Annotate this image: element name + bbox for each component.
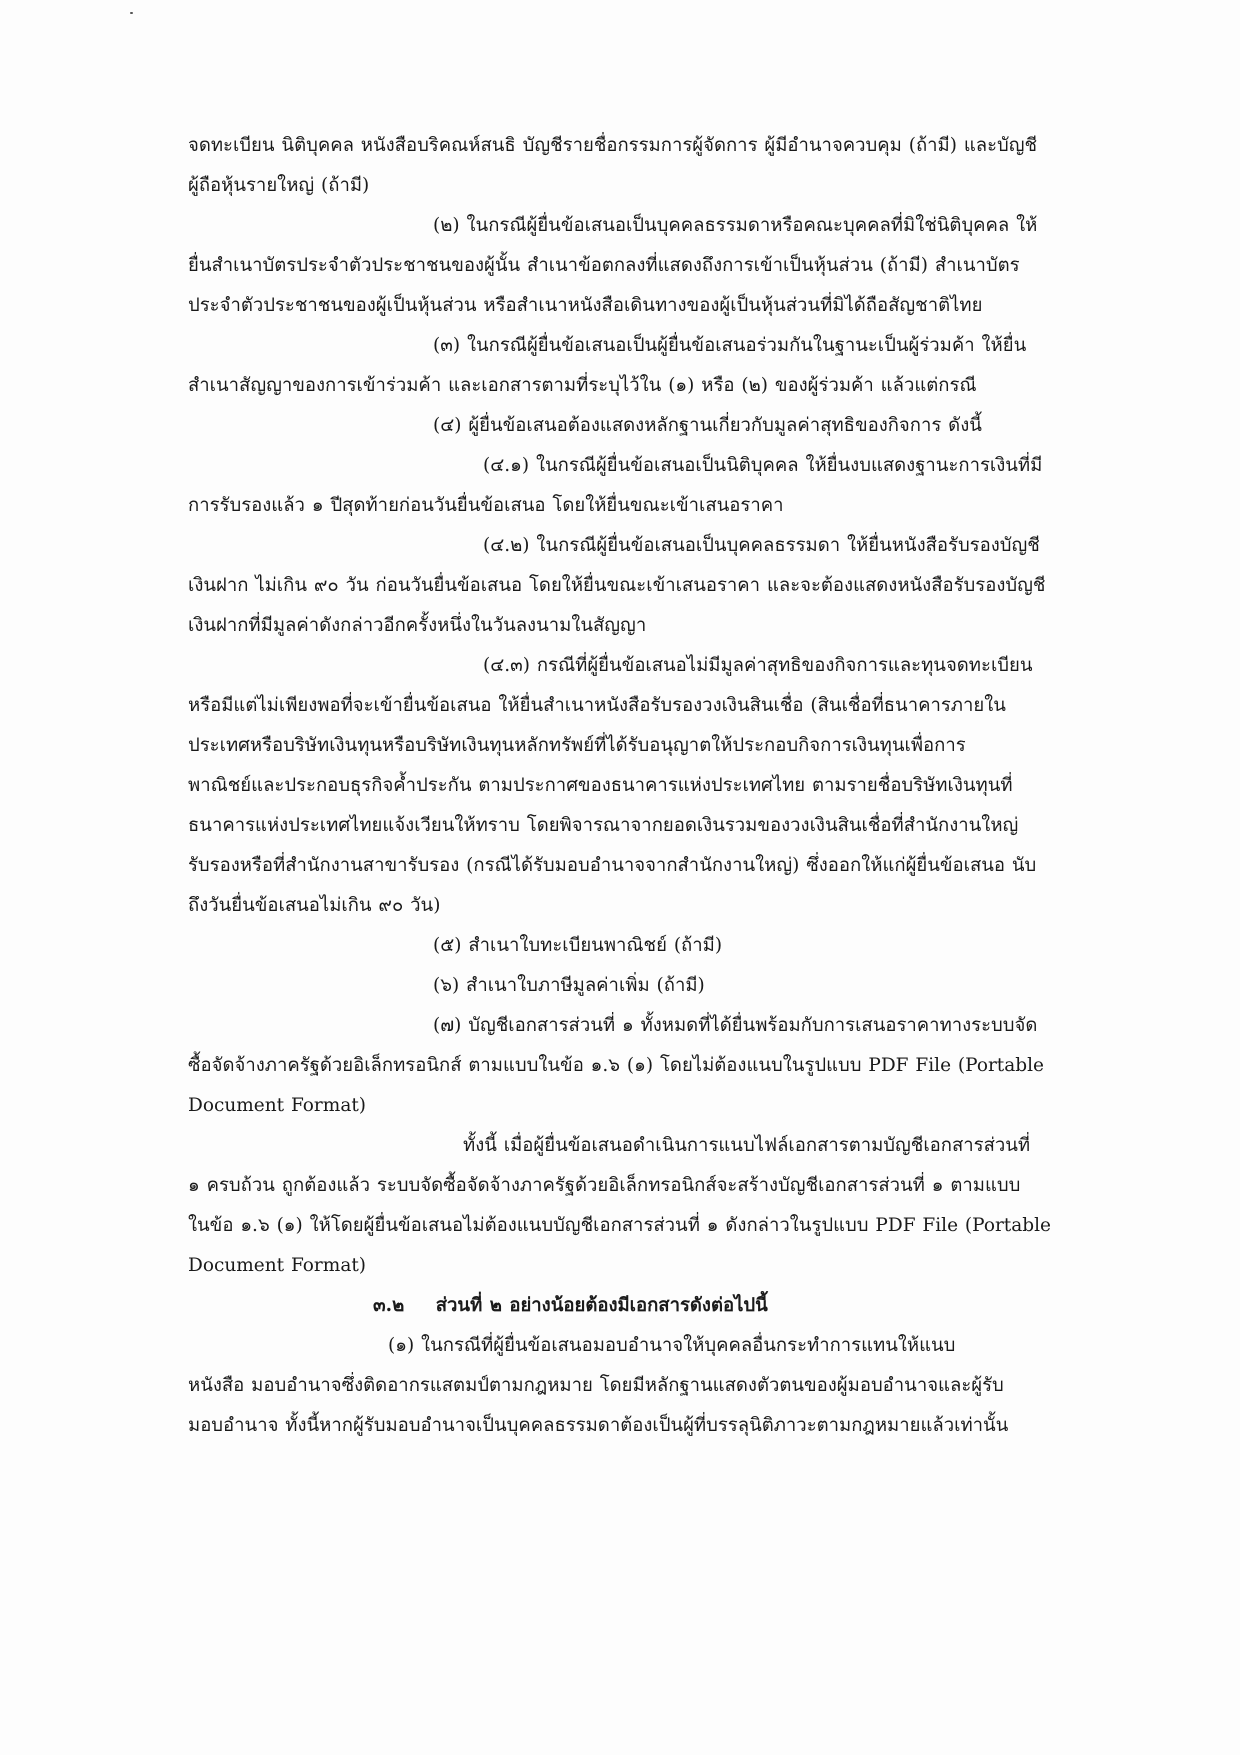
text-line: จดทะเบียน นิติบุคคล หนังสือบริคณห์สนธิ บัญชีรายชื่อกรรมการผู้จัดการ ผู้มีอำนาจควบคุม (ถ้ามี) และบัญชี — [188, 135, 1038, 156]
section-heading — [188, 1286, 1078, 1326]
text-line: เงินฝาก ไม่เกิน ๙๐ วัน ก่อนวันยื่นข้อเสนอ โดยให้ยื่นขณะเข้าเสนอราคา และจะต้องแสดงหนังสือรับรองบัญชี — [188, 575, 1046, 596]
text-line: Document Format) — [188, 1095, 366, 1116]
text-line: ๑ ครบถ้วน ถูกต้องแล้ว ระบบจัดซื้อจัดจ้างภาครัฐด้วยอิเล็กทรอนิกส์จะสร้างบัญชีเอกสารส่วนที่ ๑ ตามแบบ — [188, 1175, 1021, 1196]
text-line: ธนาคารแห่งประเทศไทยแจ้งเวียนให้ทราบ โดยพิจารณาจากยอดเงินรวมของวงเงินสินเชื่อที่สำนักงานใหญ่ — [188, 815, 1019, 836]
text-line: รับรองหรือที่สำนักงานสาขารับรอง (กรณีได้รับมอบอำนาจจากสำนักงานใหญ่) ซึ่งออกให้แก่ผู้ยื่นข้อเสนอ นับ — [188, 855, 1037, 876]
text-line: ในข้อ ๑.๖ (๑) ให้โดยผู้ยื่นข้อเสนอไม่ต้องแนบบัญชีเอกสารส่วนที่ ๑ ดังกล่าวในรูปแบบ PDF File (Portable — [188, 1215, 1051, 1236]
text-line: เงินฝากที่มีมูลค่าดังกล่าวอีกครั้งหนึ่งในวันลงนามในสัญญา — [188, 615, 647, 636]
text-line: ยื่นสำเนาบัตรประจำตัวประชาชนของผู้นั้น สำเนาข้อตกลงที่แสดงถึงการเข้าเป็นหุ้นส่วน (ถ้ามี) สำเนาบัตร — [188, 255, 1020, 276]
item-4-line: (๔) ผู้ยื่นข้อเสนอต้องแสดงหลักฐานเกี่ยวกับมูลค่าสุทธิของกิจการ ดังนี้ — [433, 415, 982, 436]
text-line: สำเนาสัญญาของการเข้าร่วมค้า และเอกสารตามที่ระบุไว้ใน (๑) หรือ (๒) ของผู้ร่วมค้า แล้วแต่กรณี — [188, 375, 977, 396]
part2-item-1-line: (๑) ในกรณีที่ผู้ยื่นข้อเสนอมอบอำนาจให้บุคคลอื่นกระทำการแทนให้แนบ — [388, 1335, 956, 1356]
text-line: ถึงวันยื่นข้อเสนอไม่เกิน ๙๐ วัน) — [188, 895, 441, 916]
text-line: หรือมีแต่ไม่เพียงพอที่จะเข้ายื่นข้อเสนอ ให้ยื่นสำเนาหนังสือรับรองวงเงินสินเชื่อ (สินเชื่อที่ธนาคารภายใน — [188, 695, 1006, 716]
item-7-line: (๗) บัญชีเอกสารส่วนที่ ๑ ทั้งหมดที่ได้ยื่นพร้อมกับการเสนอราคาทางระบบจัด — [433, 1015, 1038, 1036]
text-line: ซื้อจัดจ้างภาครัฐด้วยอิเล็กทรอนิกส์ ตามแบบในข้อ ๑.๖ (๑) โดยไม่ต้องแนบในรูปแบบ PDF File (Portable — [188, 1055, 1044, 1076]
scan-speck — [130, 12, 133, 14]
text-line: Document Format) — [188, 1255, 366, 1276]
note-line: ทั้งนี้ เมื่อผู้ยื่นข้อเสนอดำเนินการแนบไฟล์เอกสารตามบัญชีเอกสารส่วนที่ — [463, 1135, 1031, 1156]
item-4-3-line: (๔.๓) กรณีที่ผู้ยื่นข้อเสนอไม่มีมูลค่าสุทธิของกิจการและทุนจดทะเบียน — [483, 655, 1033, 676]
item-3-line: (๓) ในกรณีผู้ยื่นข้อเสนอเป็นผู้ยื่นข้อเสนอร่วมกันในฐานะเป็นผู้ร่วมค้า ให้ยื่น — [433, 335, 1027, 356]
text-line: มอบอำนาจ ทั้งนี้หากผู้รับมอบอำนาจเป็นบุคคลธรรมดาต้องเป็นผู้ที่บรรลุนิติภาวะตามกฎหมายแล้วเท่านั้น — [188, 1415, 1009, 1436]
text-line: ผู้ถือหุ้นรายใหญ่ (ถ้ามี) — [188, 175, 370, 196]
text-line: พาณิชย์และประกอบธุรกิจค้ำประกัน ตามประกาศของธนาคารแห่งประเทศไทย ตามรายชื่อบริษัทเงินทุนที่ — [188, 775, 1013, 796]
item-4-2-line: (๔.๒) ในกรณีผู้ยื่นข้อเสนอเป็นบุคคลธรรมดา ให้ยื่นหนังสือรับรองบัญชี — [483, 535, 1040, 556]
text-line: ประเทศหรือบริษัทเงินทุนหรือบริษัทเงินทุนหลักทรัพย์ที่ได้รับอนุญาตให้ประกอบกิจการเงินทุนเพื่อการ — [188, 735, 966, 756]
item-4-1-line: (๔.๑) ในกรณีผู้ยื่นข้อเสนอเป็นนิติบุคคล ให้ยื่นงบแสดงฐานะการเงินที่มี — [483, 455, 1043, 476]
item-6-line: (๖) สำเนาใบภาษีมูลค่าเพิ่ม (ถ้ามี) — [433, 975, 705, 996]
section-title: ส่วนที่ ๒ อย่างน้อยต้องมีเอกสารดังต่อไปนี้ — [435, 1295, 768, 1316]
document-body — [188, 126, 1078, 1446]
item-2-line: (๒) ในกรณีผู้ยื่นข้อเสนอเป็นบุคคลธรรมดาหรือคณะบุคคลที่มิใช่นิติบุคคล ให้ — [433, 215, 1038, 236]
item-5-line: (๕) สำเนาใบทะเบียนพาณิชย์ (ถ้ามี) — [433, 935, 723, 956]
section-number: ๓.๒ — [373, 1295, 405, 1316]
text-line: ประจำตัวประชาชนของผู้เป็นหุ้นส่วน หรือสำเนาหนังสือเดินทางของผู้เป็นหุ้นส่วนที่มิได้ถือสัญชาติไทย — [188, 295, 983, 316]
text-line: การรับรองแล้ว ๑ ปีสุดท้ายก่อนวันยื่นข้อเสนอ โดยให้ยื่นขณะเข้าเสนอราคา — [188, 495, 784, 516]
text-line: หนังสือ มอบอำนาจซึ่งติดอากรแสตมป์ตามกฎหมาย โดยมีหลักฐานแสดงตัวตนของผู้มอบอำนาจและผู้รับ — [188, 1375, 1004, 1396]
